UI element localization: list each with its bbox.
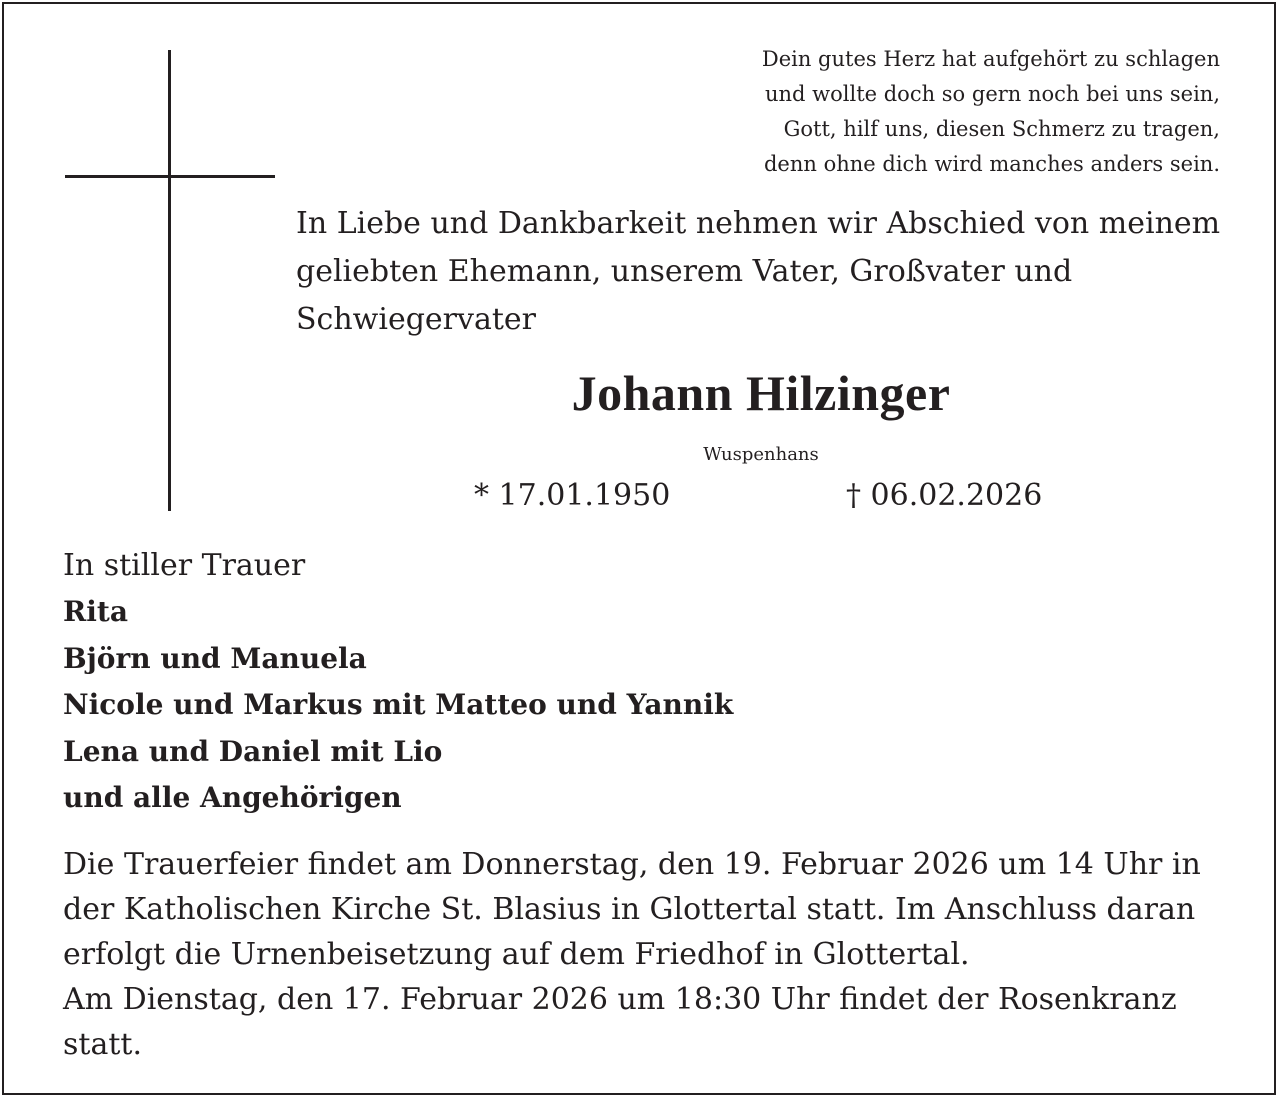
poem-line: Dein gutes Herz hat aufgehört zu schlagen [761, 47, 1220, 71]
deceased-name: Johann Hilzinger [571, 365, 951, 421]
funeral-info: Die Trauerfeier findet am Donnerstag, den 19. Februar 2026 um 14 Uhr in der Katholischen Kirche St. Blasius in Glottertal statt. Im Anschluss daran erfolgt die Urnenbeisetzung auf dem Friedhof in Glottertal. [63, 847, 1201, 972]
poem [762, 42, 1220, 182]
intro-text: In Liebe und Dankbarkeit nehmen wir Abschied von meinem geliebten Ehemann, unserem Vater, Großvater und Schwiegervater [296, 206, 1221, 337]
death-date: † 06.02.2026 [846, 478, 1043, 513]
mourner-entry: und alle Angehörigen [63, 781, 402, 814]
poem-line: denn ohne dich wird manches anders sein. [763, 152, 1220, 176]
mourner-entry: Rita [63, 595, 128, 628]
service-details [63, 842, 1253, 1067]
birth-date: * 17.01.1950 [474, 478, 671, 513]
mourners-list [63, 589, 733, 822]
cross-icon-vertical [168, 50, 171, 511]
deceased-nickname: Wuspenhans [703, 444, 819, 465]
cross-icon-horizontal [65, 175, 275, 178]
mourner-entry: Lena und Daniel mit Lio [63, 734, 443, 768]
mourning-label: In stiller Trauer [63, 548, 306, 583]
poem-line: Gott, hilf uns, diesen Schmerz zu tragen, [783, 117, 1220, 141]
mourner-entry: Björn und Manuela [63, 641, 367, 675]
rosary-info: Am Dienstag, den 17. Februar 2026 um 18:30 Uhr findet der Rosenkranz statt. [63, 982, 1177, 1062]
mourner-entry: Nicole und Markus mit Matteo und Yannik [63, 688, 734, 721]
poem-line: und wollte doch so gern noch bei uns sein, [764, 82, 1220, 106]
obituary-notice [2, 2, 1276, 1095]
